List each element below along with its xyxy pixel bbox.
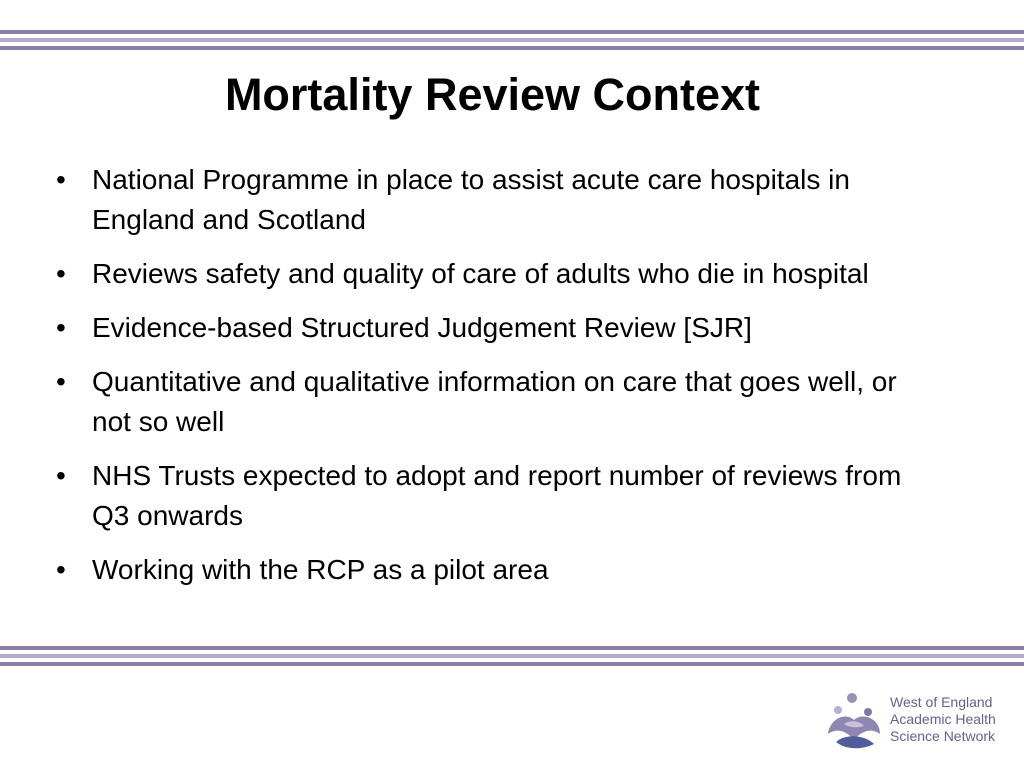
bullet-text: NHS Trusts expected to adopt and report number of reviews from Q3 onwards — [92, 460, 902, 531]
logo-line: West of England — [890, 694, 993, 710]
bullet-dot: • — [56, 312, 66, 343]
stripe-bar — [0, 46, 1024, 50]
logo-line: Science Network — [890, 728, 996, 744]
bullet-dot: • — [56, 258, 66, 289]
bullet-item — [56, 362, 936, 442]
stripe-bar — [0, 38, 1024, 42]
top-stripe-divider — [0, 30, 1024, 54]
bullet-dot: • — [56, 460, 66, 491]
bullet-dot: • — [56, 554, 66, 585]
bottom-stripe-divider — [0, 646, 1024, 670]
slide-title: Mortality Review Context — [224, 69, 761, 120]
bullet-item — [56, 550, 936, 590]
ahsn-logo — [818, 690, 1018, 754]
logo-line: Academic Health — [890, 711, 996, 727]
stripe-bar — [0, 654, 1024, 658]
bullet-item — [56, 308, 936, 348]
logo-text — [890, 694, 996, 745]
bullet-text: Evidence-based Structured Judgement Review [SJR] — [92, 312, 752, 343]
stripe-bar — [0, 30, 1024, 34]
bullet-item — [56, 254, 936, 294]
bullet-dot: • — [56, 366, 66, 397]
bullet-item — [56, 456, 936, 536]
stripe-bar — [0, 646, 1024, 650]
bullet-dot: • — [56, 164, 66, 195]
bullet-list — [56, 160, 936, 604]
stripe-bar — [0, 662, 1024, 666]
ahsn-figures-icon — [822, 690, 886, 754]
bullet-text: National Programme in place to assist acute care hospitals in England and Scotland — [92, 164, 850, 235]
bullet-item — [56, 160, 936, 240]
bullet-text: Working with the RCP as a pilot area — [92, 554, 549, 585]
bullet-text: Quantitative and qualitative information on care that goes well, or not so well — [92, 366, 897, 437]
bullet-text: Reviews safety and quality of care of adults who die in hospital — [92, 258, 869, 289]
